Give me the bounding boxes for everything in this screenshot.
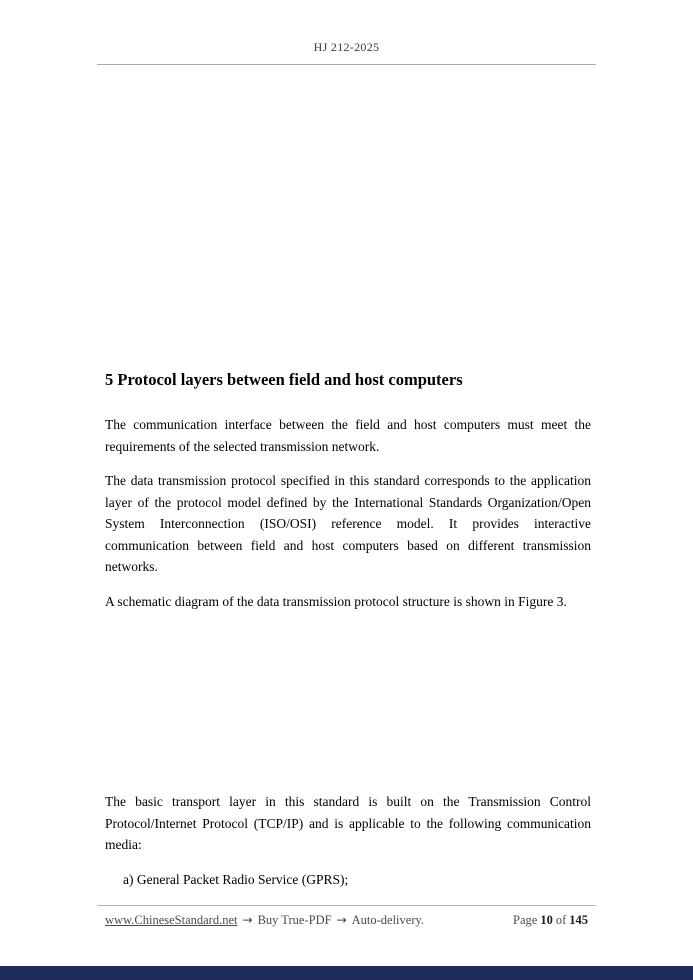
content-section <box>105 369 591 625</box>
arrow-icon: → <box>242 913 253 927</box>
page-footer <box>105 913 591 928</box>
paragraph: The basic transport layer in this standard is built on the Transmission Control Protocol/Internet Protocol (TCP/IP) and is applicable to the following communication media: <box>105 794 591 852</box>
paragraph: The communication interface between the field and host computers must meet the requirements of the selected transmission network. <box>105 417 591 454</box>
paragraph: The data transmission protocol specified in this standard corresponds to the application layer of the protocol model defined by the International Standards Organization/Open System Interconnection (ISO/OSI) reference model. It provides interactive communication between field and host computers based on different transmission networks. <box>105 473 591 574</box>
document-number: HJ 212-2025 <box>313 40 380 54</box>
of-label: of <box>555 913 567 927</box>
page-header <box>0 40 693 55</box>
page-current: 10 <box>540 913 553 927</box>
page-indicator <box>513 913 591 928</box>
footer-delivery-text: Auto-delivery. <box>351 913 425 927</box>
footer-divider <box>97 905 596 906</box>
paragraph: A schematic diagram of the data transmission protocol structure is shown in Figure 3. <box>105 593 567 609</box>
footer-buy-text: Buy True-PDF <box>257 913 332 927</box>
website-link[interactable]: www.ChineseStandard.net <box>105 913 238 927</box>
content-section-continued <box>105 791 591 903</box>
list-item: a) General Packet Radio Service (GPRS); <box>123 871 349 887</box>
footer-left <box>105 913 424 928</box>
arrow-icon: → <box>336 913 347 927</box>
page-label: Page <box>513 913 538 927</box>
figure-area <box>105 600 591 780</box>
bottom-brand-bar <box>0 966 693 980</box>
section-heading: 5 Protocol layers between field and host computers <box>105 370 463 389</box>
header-divider <box>97 64 596 65</box>
page-total: 145 <box>569 913 588 927</box>
